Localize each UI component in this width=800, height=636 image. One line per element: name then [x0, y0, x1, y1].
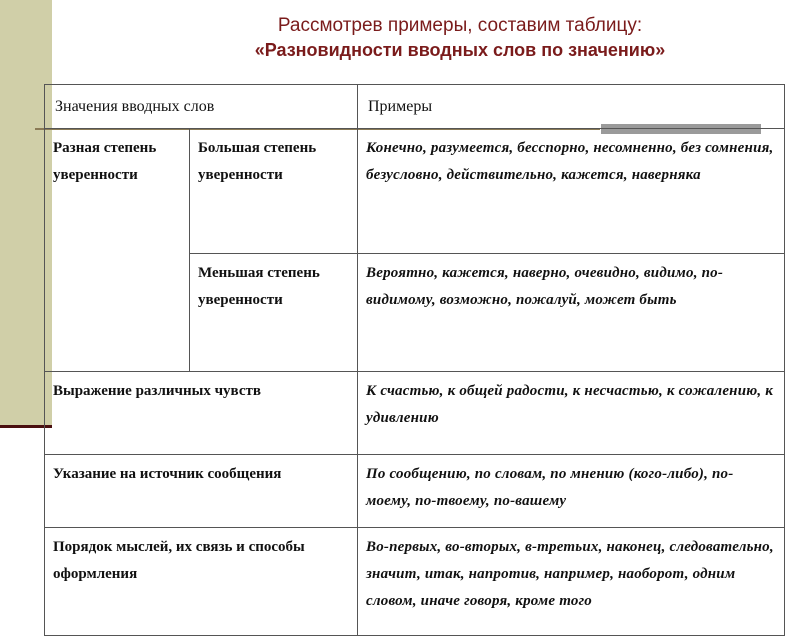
table-row — [45, 528, 785, 636]
meaning-cell: Порядок мыслей, их связь и способы оформления — [45, 528, 358, 636]
title-line-2: «Разновидности вводных слов по значению» — [254, 40, 666, 60]
table-row — [45, 372, 785, 455]
slide-title — [150, 14, 770, 62]
meaning-cell: Указание на источник сообщения — [45, 455, 358, 528]
sub-label: Большая степень уверенности — [190, 129, 358, 254]
table-row — [45, 129, 785, 254]
meaning-cell: Выражение различных чувств — [45, 372, 358, 455]
examples-cell: Вероятно, кажется, наверно, очевидно, видимо, по-видимому, возможно, пожалуй, может быть — [358, 253, 785, 371]
intro-words-table — [44, 84, 785, 636]
title-line-1: Рассмотрев примеры, составим таблицу: — [277, 15, 643, 36]
sub-label: Меньшая степень уверенности — [190, 253, 358, 371]
group-label: Разная степень уверенности — [45, 129, 190, 372]
table-header-row — [45, 85, 785, 129]
header-meaning: Значения вводных слов — [45, 85, 358, 129]
examples-cell: По сообщению, по словам, по мнению (кого-либо), по-моему, по-твоему, по-вашему — [358, 455, 785, 528]
examples-cell: Во-первых, во-вторых, в-третьих, наконец, следовательно, значит, итак, напротив, например, наоборот, одним словом, иначе говоря, кроме того — [358, 528, 785, 636]
examples-cell: Конечно, разумеется, бесспорно, несомненно, без сомнения, безусловно, действительно, кажется, наверняка — [358, 129, 785, 254]
table-row — [45, 455, 785, 528]
examples-cell: К счастью, к общей радости, к несчастью, к сожалению, к удивлению — [358, 372, 785, 455]
header-examples: Примеры — [358, 85, 785, 129]
